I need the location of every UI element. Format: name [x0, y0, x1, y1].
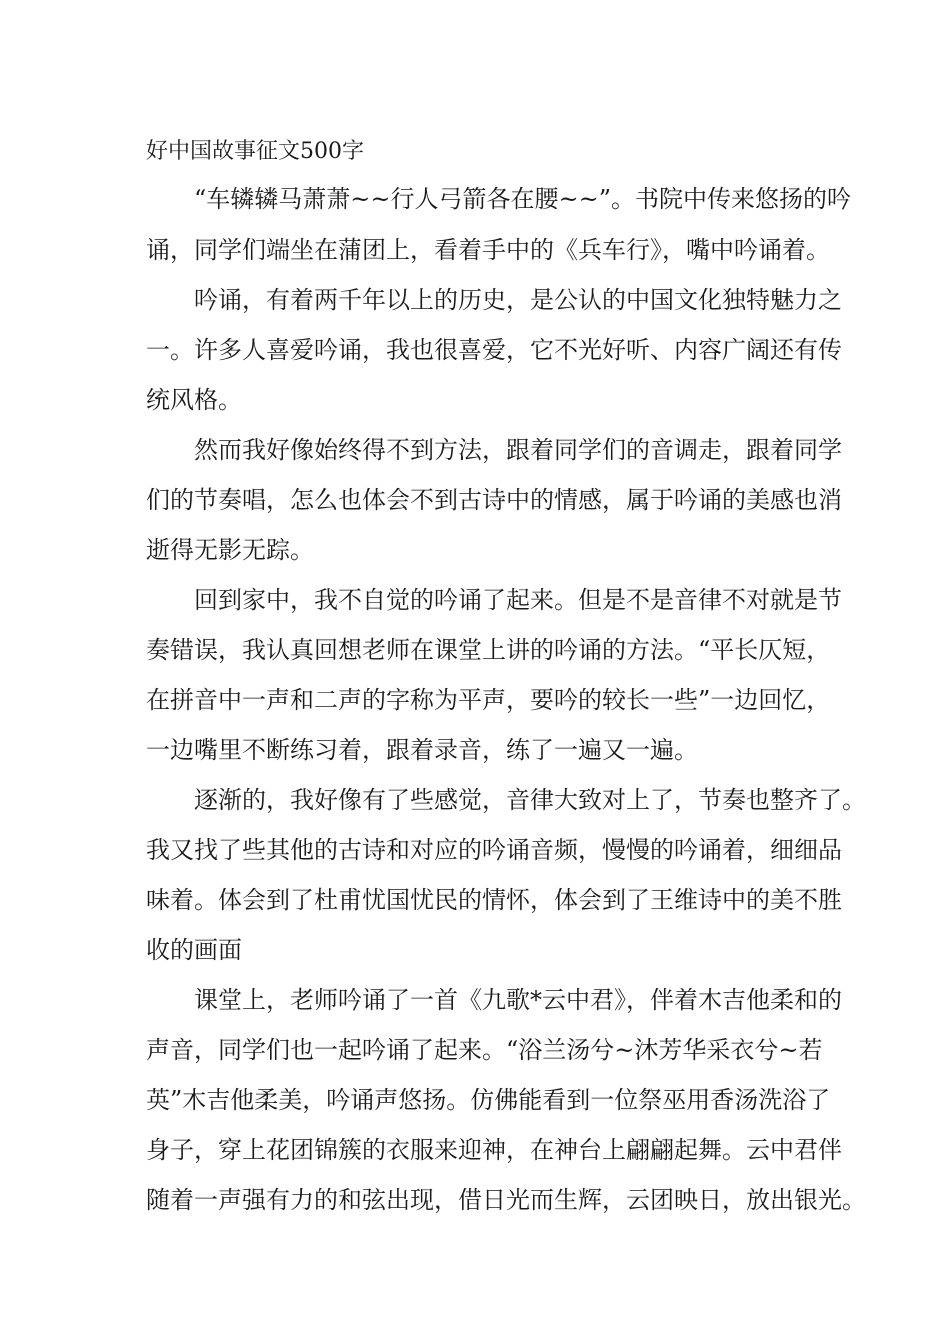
paragraph-line: 回到家中，我不自觉的吟诵了起来。但是不是音律不对就是节	[194, 586, 842, 614]
paragraph-line: 我又找了些其他的古诗和对应的吟诵音频，慢慢的吟诵着，细细品	[146, 836, 842, 864]
paragraph-line: 一边嘴里不断练习着，跟着录音，练了一遍又一遍。	[146, 736, 698, 764]
paragraph-line: 吟诵，有着两千年以上的历史，是公认的中国文化独特魅力之	[194, 286, 842, 314]
paragraph-line: 们的节奏唱，怎么也体会不到古诗中的情感，属于吟诵的美感也消	[146, 486, 842, 514]
document-title: 好中国故事征文500字	[146, 139, 364, 164]
paragraph-line: 然而我好像始终得不到方法，跟着同学们的音调走，跟着同学	[194, 436, 842, 464]
paragraph-line: 声音，同学们也一起吟诵了起来。“浴兰汤兮~沐芳华采衣兮~若	[146, 1036, 823, 1064]
paragraph-line: 逐渐的，我好像有了些感觉，音律大致对上了，节奏也整齐了。	[194, 786, 866, 814]
paragraph-line: 逝得无影无踪。	[146, 536, 314, 564]
paragraph-line: 奏错误，我认真回想老师在课堂上讲的吟诵的方法。“平长仄短，	[146, 636, 831, 664]
paragraph-line: 统风格。	[146, 386, 242, 414]
paragraph-line: “车辚辚马萧萧~~行人弓箭各在腰~~”。书院中传来悠扬的吟	[194, 185, 851, 213]
paragraph-line: 在拼音中一声和二声的字称为平声，要吟的较长一些”一边回忆，	[146, 686, 831, 714]
paragraph-line: 身子，穿上花团锦簇的衣服来迎神，在神台上翩翩起舞。云中君伴	[146, 1136, 842, 1164]
paragraph-line: 诵，同学们端坐在蒲团上，看着手中的《兵车行》，嘴中吟诵着。	[146, 236, 830, 264]
paragraph-line: 随着一声强有力的和弦出现，借日光而生辉，云团映日，放出银光。	[146, 1186, 866, 1214]
paragraph-line: 英”木吉他柔美，吟诵声悠扬。仿佛能看到一位祭巫用香汤洗浴了	[146, 1086, 831, 1114]
paragraph-line: 课堂上，老师吟诵了一首《九歌*云中君》，伴着木吉他柔和的	[194, 986, 842, 1014]
paragraph-line: 味着。体会到了杜甫忧国忧民的情怀，体会到了王维诗中的美不胜	[146, 886, 842, 914]
paragraph-line: 一。许多人喜爱吟诵，我也很喜爱，它不光好听、内容广阔还有传	[146, 336, 842, 364]
paragraph-line: 收的画面	[146, 936, 242, 964]
